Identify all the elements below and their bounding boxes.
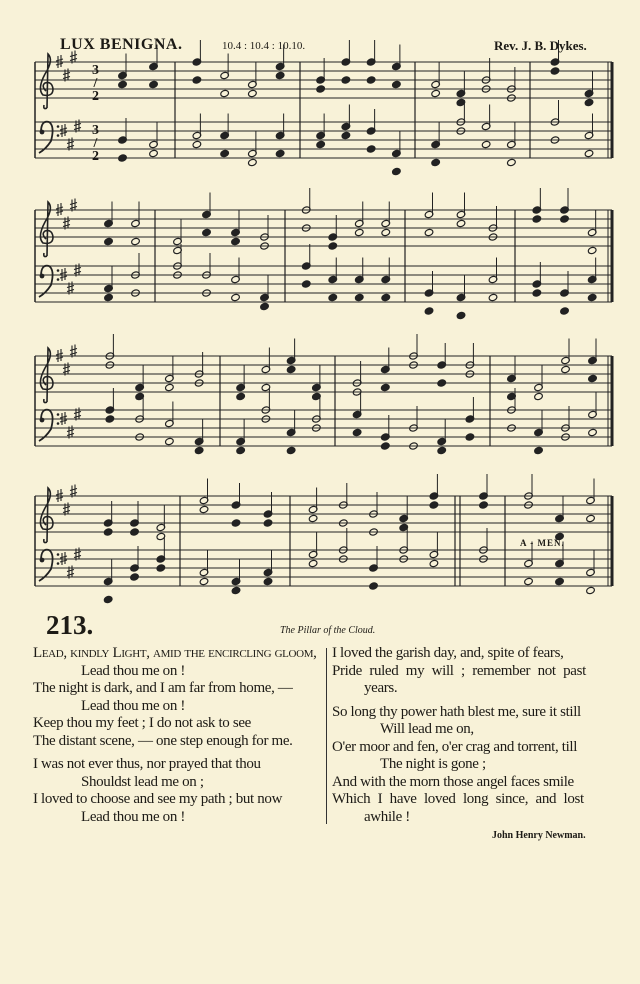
- note-head: [231, 293, 241, 301]
- note-head: [561, 365, 571, 373]
- note-head: [584, 149, 594, 157]
- note-head: [488, 293, 498, 301]
- note-head: [260, 302, 270, 310]
- column-divider: [326, 648, 327, 824]
- bass-clef-dot: [57, 413, 60, 416]
- note-head: [202, 228, 212, 236]
- note-head: [263, 577, 273, 585]
- verse-line: [33, 645, 325, 663]
- hymn-author: John Henry Newman.: [492, 830, 586, 841]
- amen-lyric: A - MEN.: [520, 538, 565, 548]
- note-head: [149, 149, 159, 157]
- note-head: [149, 80, 159, 88]
- note-head: [366, 76, 376, 84]
- verse-line: So long thy power hath blest me, sure it still: [332, 703, 581, 720]
- note-head: [103, 528, 113, 536]
- verse-line: The night is dark, and I am far from home, —: [33, 680, 293, 696]
- hymn-number: 213.: [46, 610, 94, 640]
- note-head: [555, 577, 565, 585]
- time-signature-treble: 3/2: [88, 63, 103, 102]
- note-head: [341, 76, 351, 84]
- note-head: [286, 365, 296, 373]
- note-head: [286, 446, 296, 454]
- note-head: [131, 237, 141, 245]
- note-head: [275, 149, 285, 157]
- verse-line: Will lead me on,: [380, 721, 474, 737]
- note-head: [587, 293, 597, 301]
- bass-clef-dot: [40, 130, 45, 135]
- note-head: [231, 237, 241, 245]
- note-head: [479, 501, 489, 509]
- note-head: [429, 559, 439, 567]
- note-head: [456, 219, 466, 227]
- time-signature-bass: 3/2: [88, 123, 103, 162]
- note-head: [587, 246, 597, 254]
- note-head: [392, 167, 402, 175]
- note-head: [431, 158, 441, 166]
- note-head: [381, 293, 391, 301]
- note-head: [429, 501, 439, 509]
- verse-line: Shouldst lead me on ;: [81, 773, 204, 790]
- note-head: [275, 71, 285, 79]
- note-head: [236, 392, 246, 400]
- note-head: [328, 293, 338, 301]
- note-head: [366, 145, 376, 153]
- verse-line: I loved the garish day, and, spite of fears,: [332, 645, 564, 661]
- note-head: [118, 80, 128, 88]
- verse-line: Lead thou me on !: [81, 662, 186, 679]
- note-head: [104, 237, 114, 245]
- verse-line: The distant scene, — one step enough for me.: [33, 732, 293, 749]
- note-head: [263, 519, 273, 527]
- note-head: [437, 379, 447, 387]
- verse-line: Which I have loved long since, and lost: [332, 791, 584, 807]
- verse-line: I was not ever thus, nor prayed that thou: [33, 756, 261, 772]
- note-head: [550, 67, 560, 75]
- bass-clef-dot: [57, 269, 60, 272]
- note-head: [192, 140, 202, 148]
- bass-clef-dot: [40, 274, 45, 279]
- bass-clef-dot: [57, 422, 60, 425]
- note-head: [328, 242, 338, 250]
- bass-clef-icon: [39, 122, 53, 153]
- note-head: [424, 307, 434, 315]
- verse-line: The night is gone ;: [380, 756, 486, 772]
- note-head: [424, 228, 434, 236]
- bass-clef-dot: [57, 562, 60, 565]
- verse-line: Lead thou me on !: [81, 697, 186, 714]
- note-head: [231, 586, 241, 594]
- verse-line: years.: [364, 680, 398, 696]
- bass-clef-dot: [57, 125, 60, 128]
- note-head: [316, 85, 326, 93]
- verse-line: Keep thou my feet ; I do not ask to see: [33, 715, 251, 731]
- bass-clef-dot: [40, 558, 45, 563]
- verse-line: And with the morn those angel faces smile: [332, 773, 574, 790]
- note-head: [586, 586, 596, 594]
- note-head: [381, 383, 391, 391]
- note-head: [104, 293, 114, 301]
- verse-column-right: [332, 645, 628, 826]
- note-head: [524, 577, 534, 585]
- note-head: [165, 383, 175, 391]
- bass-clef-dot: [57, 553, 60, 556]
- note-head: [560, 307, 570, 315]
- note-head: [199, 577, 209, 585]
- note-head: [588, 374, 598, 382]
- verse-column-left: [33, 645, 325, 826]
- note-head: [456, 311, 466, 319]
- bass-clef-icon: [39, 266, 53, 297]
- meter: 10.4 : 10.4 : 10.10.: [222, 40, 306, 52]
- note-head: [103, 595, 113, 603]
- note-head: [465, 433, 475, 441]
- note-head: [431, 89, 441, 97]
- note-head: [118, 154, 128, 162]
- note-head: [156, 564, 166, 572]
- note-head: [534, 392, 544, 400]
- bass-clef-icon: [39, 410, 53, 441]
- verse-line: O'er moor and fen, o'er crag and torrent, till: [332, 738, 578, 755]
- note-head: [584, 98, 594, 106]
- note-head: [341, 131, 351, 139]
- note-head: [248, 158, 258, 166]
- composer: Rev. J. B. Dykes.: [494, 38, 587, 53]
- note-head: [316, 140, 326, 148]
- note-head: [507, 158, 517, 166]
- note-head: [105, 415, 115, 423]
- note-head: [236, 446, 246, 454]
- note-head: [192, 76, 202, 84]
- note-head: [199, 505, 209, 513]
- verse-line: I loved to choose and see my path ; but now: [33, 791, 283, 807]
- note-head: [354, 293, 364, 301]
- note-head: [231, 519, 241, 527]
- bass-clef-icon: [39, 550, 53, 581]
- note-head: [220, 89, 230, 97]
- bass-clef-dot: [57, 134, 60, 137]
- verse-line: Pride ruled my will ; remember not past: [332, 662, 586, 679]
- note-head: [532, 215, 542, 223]
- bass-clef-dot: [57, 278, 60, 281]
- verse-line: Lead thou me on !: [81, 808, 186, 825]
- note-head: [588, 428, 598, 436]
- note-head: [532, 289, 542, 297]
- note-head: [381, 228, 391, 236]
- verse-line: awhile !: [364, 808, 410, 825]
- hymn-subtitle: The Pillar of the Cloud.: [280, 625, 376, 636]
- note-head: [369, 582, 379, 590]
- note-head: [165, 437, 175, 445]
- note-head: [352, 428, 362, 436]
- note-head: [437, 446, 447, 454]
- note-head: [130, 573, 140, 581]
- note-head: [248, 89, 258, 97]
- note-head: [308, 559, 318, 567]
- note-head: [586, 514, 596, 522]
- bass-clef-dot: [40, 418, 45, 423]
- note-head: [534, 446, 544, 454]
- note-head: [354, 228, 364, 236]
- note-head: [481, 140, 491, 148]
- note-head: [301, 280, 311, 288]
- verse-line-text: Lead, kindly Light, amid the encircling gloom,: [33, 645, 317, 661]
- note-head: [194, 446, 204, 454]
- note-head: [130, 528, 140, 536]
- note-head: [392, 80, 402, 88]
- note-head: [381, 442, 391, 450]
- note-head: [560, 215, 570, 223]
- note-head: [308, 514, 318, 522]
- tune-title: LUX BENIGNA.: [60, 36, 183, 53]
- note-head: [220, 149, 230, 157]
